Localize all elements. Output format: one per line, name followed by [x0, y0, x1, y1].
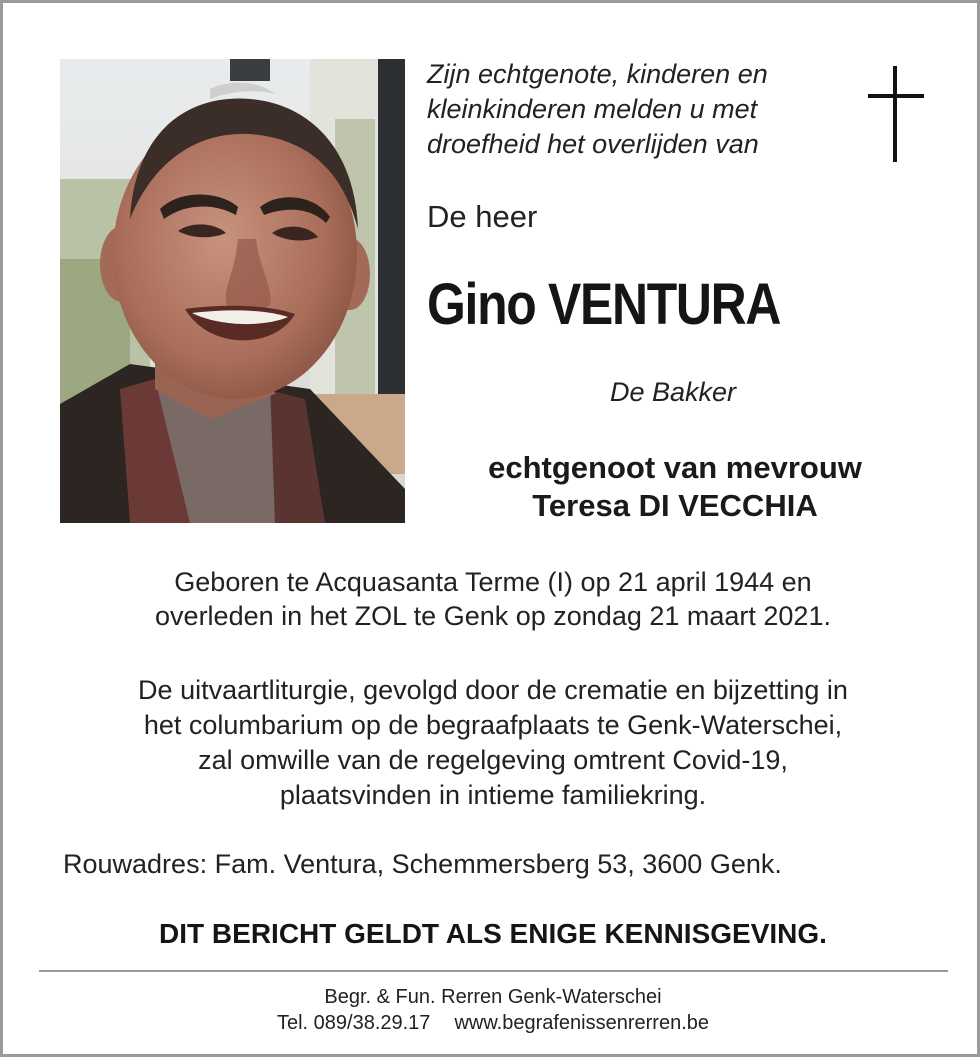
- deceased-title: De heer: [427, 199, 538, 234]
- deceased-name: Gino VENTURA: [427, 272, 781, 337]
- ceremony-line: het columbarium op de begraafplaats te Genk-Waterschei,: [143, 710, 843, 740]
- death-line: overleden in het ZOL te Genk op zondag 21 maart 2021.: [155, 601, 831, 631]
- intro-line: kleinkinderen melden u met: [427, 94, 758, 124]
- contact-line: [3, 1010, 980, 1036]
- ceremony-line: plaatsvinden in intieme familiekring.: [279, 780, 707, 810]
- ceremony-line: zal omwille van de regelgeving omtrent Covid-19,: [198, 745, 788, 775]
- birth-death-paragraph: [3, 565, 980, 633]
- intro-line: droefheid het overlijden van: [427, 129, 759, 159]
- portrait-photo: [60, 59, 405, 523]
- ceremony-paragraph: [3, 673, 980, 813]
- notice-statement: DIT BERICHT GELDT ALS ENIGE KENNISGEVING.: [159, 918, 827, 949]
- deceased-nickname: De Bakker: [609, 377, 737, 407]
- intro-text: [427, 57, 847, 162]
- cross-icon: [868, 66, 924, 167]
- divider: [39, 970, 948, 972]
- footer: [3, 984, 980, 1036]
- mourning-address: Rouwadres: Fam. Ventura, Schemmersberg 53, 3600 Genk.: [63, 849, 782, 879]
- ceremony-line: De uitvaartliturgie, gevolgd door de crematie en bijzetting in: [138, 675, 848, 705]
- intro-line: Zijn echtgenote, kinderen en: [427, 59, 768, 89]
- website-link[interactable]: www.begrafenissenrerren.be: [454, 1012, 710, 1034]
- spouse-line: echtgenoot van mevrouw: [488, 450, 862, 485]
- birth-line: Geboren te Acquasanta Terme (I) op 21 april 1944 en: [174, 567, 812, 597]
- undertaker-name: Begr. & Fun. Rerren Genk-Waterschei: [324, 986, 662, 1008]
- phone-number: Tel. 089/38.29.17: [276, 1012, 431, 1034]
- spouse-name: Teresa DI VECCHIA: [532, 488, 818, 523]
- spouse-block: [405, 449, 945, 525]
